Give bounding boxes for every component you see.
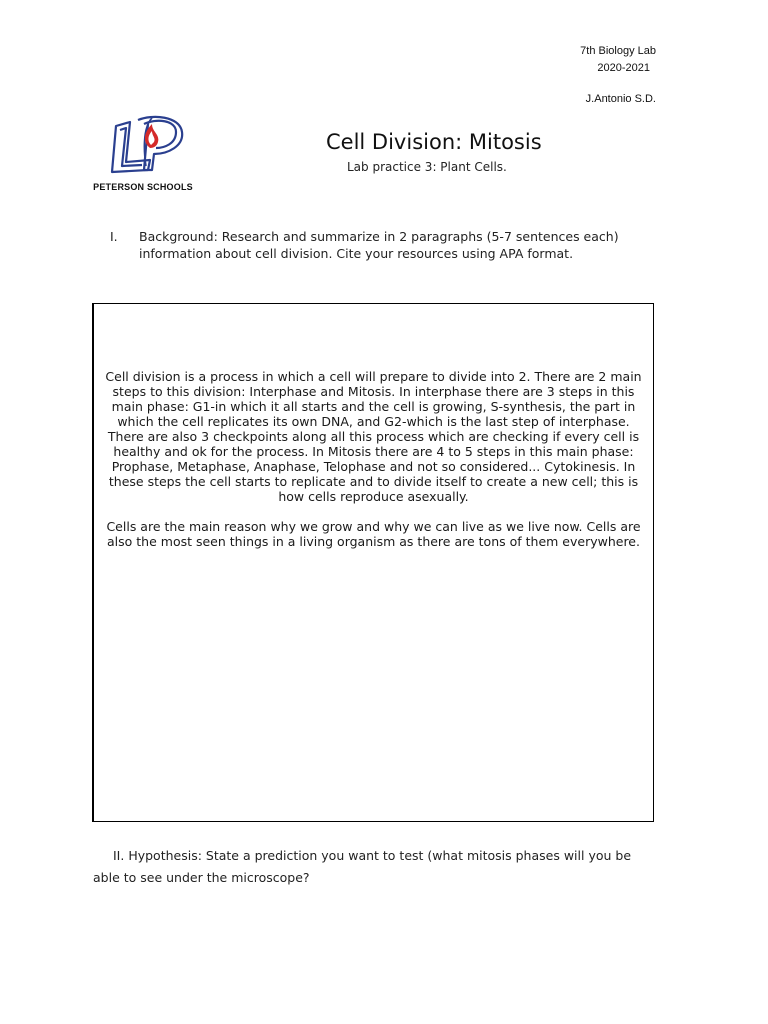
page-title: Cell Division: Mitosis <box>326 130 542 154</box>
answer-paragraph-2: Cells are the main reason why we grow and why we can live as we live now. Cells are also the most seen things in a living organism as there are tons of them everywhere. <box>106 519 641 549</box>
document-header-meta <box>580 43 656 108</box>
peterson-logo-icon <box>82 114 204 184</box>
logo-caption: PETERSON SCHOOLS <box>93 182 193 192</box>
page-subtitle: Lab practice 3: Plant Cells. <box>347 160 507 174</box>
answer-text <box>100 369 647 564</box>
section-number: I. <box>110 229 118 244</box>
answer-paragraph-1: Cell division is a process in which a cell will prepare to divide into 2. There are 2 main steps to this division: Interphase and Mitosis. In interphase there are 3 steps in this main phase: G1-in which it all starts and the cell is growing, S-synthesis, the part in which the cell replicates its own DNA, and G2-which is the last step of interphase. There are also 3 checkpoints along all this process which are checking if every cell is healthy and ok for the process. In Mitosis there are 4 to 5 steps in this main phase: Prophase, Metaphase, Anaphase, Telophase and not so considered... Cytokinesis. In these steps the cell starts to replicate and to divide itself to create a new cell; this is how cells reproduce asexually. <box>105 369 642 504</box>
hypothesis-prompt: II. Hypothesis: State a prediction you want to test (what mitosis phases will you be able to see under the microscope? <box>93 848 632 885</box>
author-name: J.Antonio S.D. <box>585 93 656 105</box>
background-prompt: Background: Research and summarize in 2 paragraphs (5-7 sentences each) information about cell division. Cite your resources using APA format. <box>139 229 619 261</box>
background-section <box>110 228 630 262</box>
school-logo <box>82 114 204 196</box>
background-answer-box <box>92 303 654 822</box>
school-year: 2020-2021 <box>597 62 650 74</box>
course-name: 7th Biology Lab <box>580 45 656 57</box>
